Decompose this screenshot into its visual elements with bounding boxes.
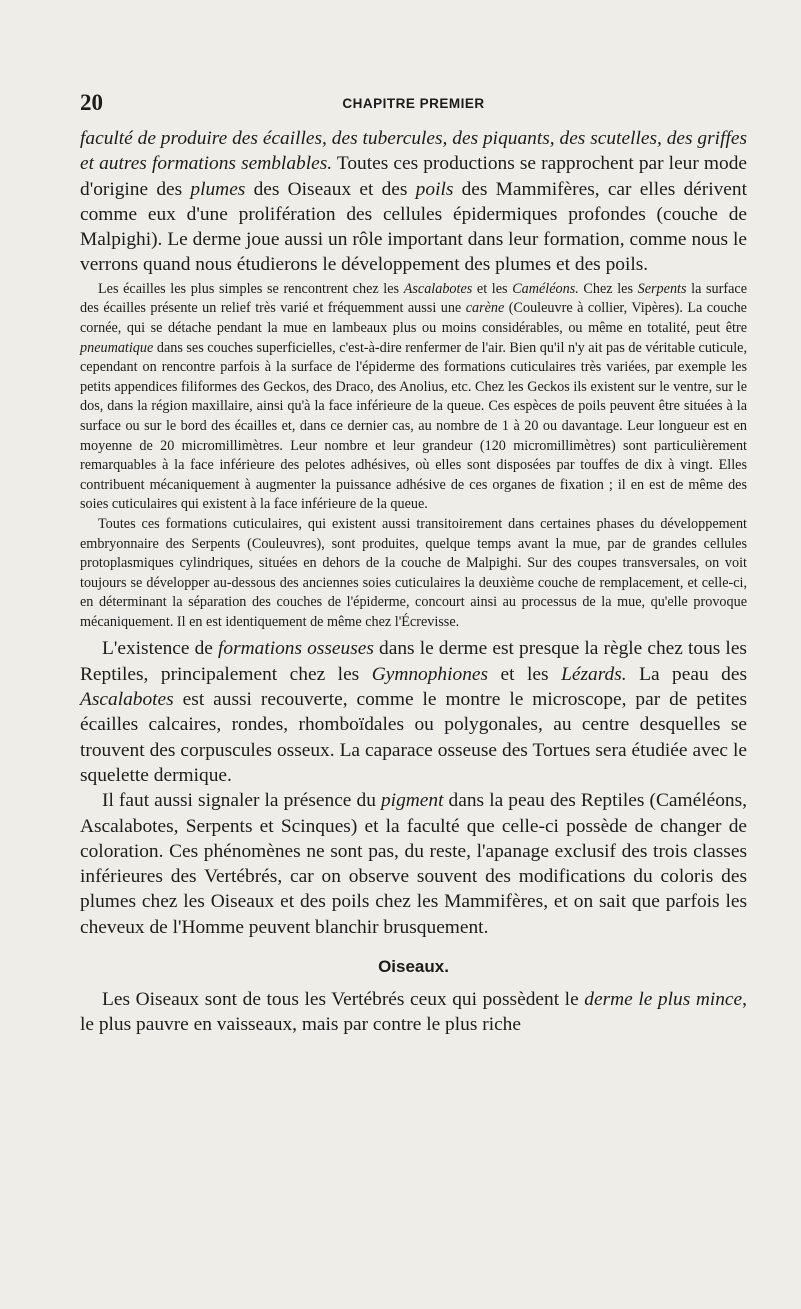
italic-term-gymnophiones: Gymnophiones	[371, 663, 489, 685]
text-run: (Couleuvre à collier, Vipères). La couche cornée, qui se détache pendant la mue en lambeaux plus ou moins considérables, ou même en totalité, peut être	[80, 300, 747, 336]
italic-term-carene: carène	[465, 300, 505, 317]
text-run: des Oiseaux et des	[245, 178, 416, 200]
text-run: , le plus pauvre en vaisseaux, mais par contre le plus riche	[80, 989, 747, 1036]
italic-term-cameleons: Caméléons.	[512, 280, 579, 297]
italic-term-serpents: Serpents	[637, 280, 687, 297]
text-run: Les Oiseaux sont de tous les Vertébrés ceux qui possèdent le	[102, 989, 585, 1011]
page-number: 20	[80, 90, 103, 115]
italic-phrase: faculté de produire des écailles, des tubercules, des piquants, des scutelles, des griffes et autres formations semblables.	[80, 128, 747, 175]
text-run: dans ses couches superficielles, c'est-à-dire renfermer de l'air. Bien qu'il n'y ait pas de véritable cuticule, cependant on rencontre parfois à la surface de l'épiderme des formations cuticulaires très variées, par exemple les petits appendices filiformes des Geckos, des Draco, des Anolius, etc. Chez les Geckos ils existent sur le ventre, sur le dos, dans la région maxillaire, ainsi qu'à la face inférieure de la queue. Ces espèces de poils peuvent être situées à la surface ou sur le bord des écailles et, dans ce dernier cas, au nombre de 1 à 20 ou davantage. Leur longueur est en moyenne de 20 micromillimètres. Leur nombre et leur grandeur (120 micromillimètres) sont particulièrement remarquables à la face inférieure des pelotes adhésives, où elles sont disposées par touffes de dix à vingt. Elles contribuent mécaniquement à augmenter la puissance adhésive de ces organes de fixation ; il en est de même des soies cuticulaires qui existent à la face inférieure de la queue.	[80, 339, 747, 513]
italic-term-lezards: Lézards.	[561, 663, 627, 685]
paragraph-bony-formations	[80, 636, 747, 788]
text-run: Toutes ces productions se rapprochent par leur mode d'origine des	[80, 153, 748, 200]
italic-term-ascalabotes: Ascalabotes	[80, 689, 174, 711]
text-run: Les écailles les plus simples se rencontrent chez les	[98, 280, 404, 297]
page-body	[80, 126, 747, 1038]
running-title: CHAPITRE PREMIER	[342, 96, 485, 111]
paragraph-continuation	[80, 126, 747, 278]
italic-term-formations-osseuses: formations osseuses	[218, 638, 374, 660]
section-heading-oiseaux: Oiseaux.	[378, 957, 449, 977]
text-run: Il faut aussi signaler la présence du	[102, 790, 381, 812]
page-header	[80, 90, 747, 120]
italic-term-pneumatique: pneumatique	[80, 339, 154, 356]
text-run: est aussi recouverte, comme le montre le microscope, par de petites écailles calcaires, rondes, rhomboïdales ou polygonales, au centre desquelles se trouvent des corpuscules osseux. La caparace osseuse des Tortues sera étudiée avec le squelette dermique.	[80, 689, 747, 786]
italic-term-pigment: pigment	[380, 790, 444, 812]
paragraph-pigment	[80, 788, 747, 940]
text-run: Chez les	[578, 280, 638, 297]
text-run: des Mammifères, car elles dérivent comme eux d'une prolifération des cellules épidermiques profondes (couche de Malpighi). Le derme joue aussi un rôle important dans leur formation, comme nous le verrons quand nous étudierons le développement des plumes et des poils.	[80, 178, 747, 276]
paragraph-birds	[80, 987, 747, 1038]
note-paragraph-cuticular	[80, 515, 747, 633]
text-run: Toutes ces formations cuticulaires, qui existent aussi transitoirement dans certaines phases du développement embryonnaire des Serpents (Couleuvres), sont produites, quelque temps avant la mue, par de grandes cellules protoplasmiques cylindriques, situées en dehors de la couche de Malpighi. Sur des coupes transversales, on voit toujours se développer au-dessous des anciennes soies cuticulaires la deuxième couche de remplacement, et celle-ci, en déterminant la séparation des couches de l'épiderme, concourt ainsi au processus de la mue, qu'elle provoque mécaniquement. Il en est identiquement de même chez l'Écrevisse.	[80, 515, 747, 630]
text-run: dans la peau des Reptiles (Caméléons, Ascalabotes, Serpents et Scinques) et la faculté que celle-ci possède de changer de coloration. Ces phénomènes ne sont pas, du reste, l'apanage exclusif des trois classes inférieures des Vertébrés, car on observe souvent des modifications du coloris des plumes chez les Oiseaux et des poils chez les Mammifères, et on sait que parfois les cheveux de l'Homme peuvent blanchir brusquement.	[80, 790, 747, 938]
text-run: et les	[488, 663, 562, 685]
italic-term-plumes: plumes	[190, 178, 246, 200]
italic-term-ascalabotes: Ascalabotes	[403, 280, 473, 297]
text-run: La peau des	[626, 663, 748, 685]
text-run: la surface des écailles présente un relief très varié et fréquemment aussi une	[80, 280, 747, 317]
text-run: et les	[472, 280, 513, 297]
text-run: L'existence de	[102, 638, 218, 660]
italic-term-poils: poils	[415, 178, 454, 200]
text-run: dans le derme est presque la règle chez tous les Reptiles, principalement chez les	[80, 638, 747, 685]
italic-phrase-derme: derme le plus mince	[584, 989, 743, 1011]
note-paragraph-scales	[80, 280, 747, 515]
